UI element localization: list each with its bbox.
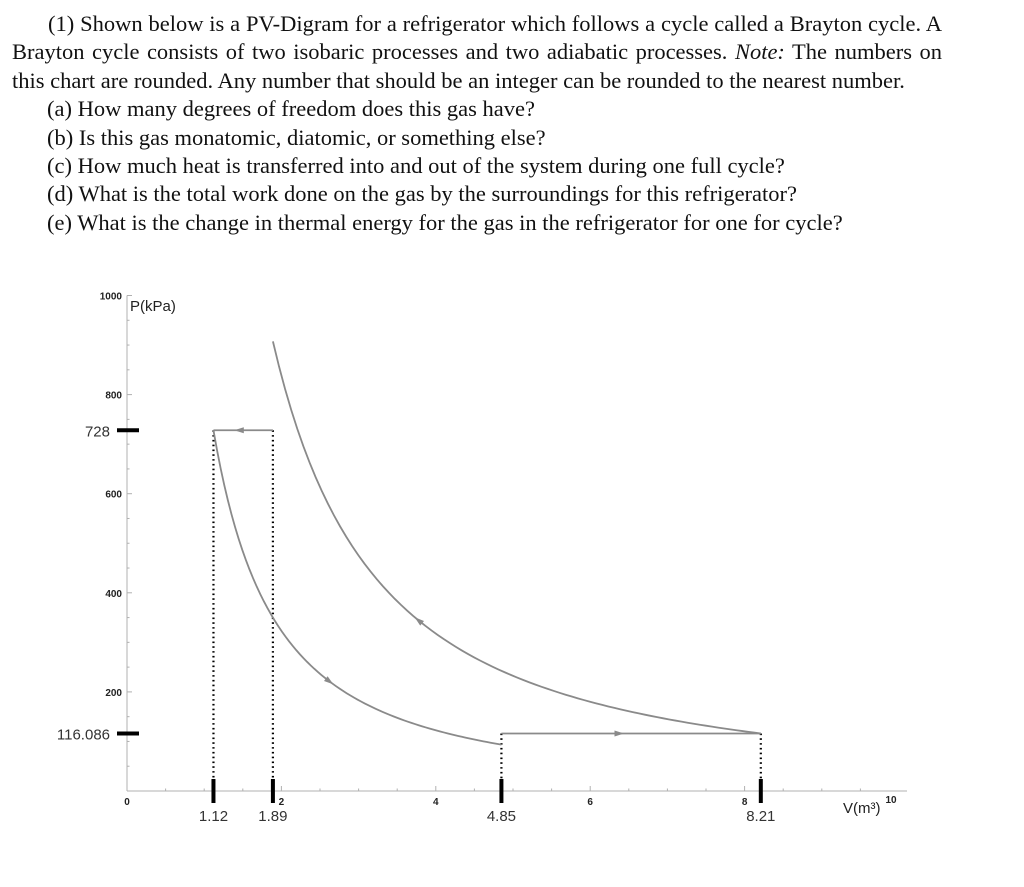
marked-x-label: 8.21 (746, 808, 776, 825)
y-tick-label: 200 (105, 687, 122, 699)
x-axis-label: V(m³) (843, 800, 881, 817)
marked-x-label: 4.85 (486, 808, 517, 825)
marked-y-label: 116.086 (56, 726, 110, 744)
cycle-direction-arrow (615, 731, 625, 737)
x-tick-label: 2 (278, 797, 285, 808)
x-tick-label: 4 (433, 797, 439, 808)
y-tick-label: 400 (105, 588, 122, 600)
cycle-adiabatic-path (273, 341, 761, 733)
question-part-d: (d) What is the total work done on the gas by the surroundings for this refrigerator? (47, 181, 798, 207)
y-tick-label: 800 (105, 390, 122, 402)
question-part-b: (b) Is this gas monatomic, diatomic, or something else? (47, 124, 546, 150)
intro-note-text: The numbers on this chart are rounded. Any number that should be an integer can be rounded to the nearest number. (12, 39, 942, 93)
x-tick-label: 0 (124, 797, 130, 808)
x-tick-label: 10 (885, 795, 897, 806)
question-part-e: (e) What is the change in thermal energy for the gas in the refrigerator for one for cycle? (47, 209, 843, 235)
question-part-c: (c) How much heat is transferred into and out of the system during one full cycle? (47, 153, 785, 179)
note-label: Note: (734, 39, 785, 65)
marked-x-label: 1.12 (198, 808, 229, 825)
x-tick-label: 8 (741, 797, 748, 808)
marked-x-label: 1.89 (258, 808, 288, 825)
question-part-a: (a) How many degrees of freedom does this gas have? (47, 96, 535, 122)
y-tick-label: 600 (105, 489, 122, 501)
cycle-direction-arrow (234, 427, 244, 433)
cycle-adiabatic-path (213, 430, 501, 744)
y-tick-label: 1000 (99, 291, 122, 303)
intro-text: (1) Shown below is a PV-Digram for a refrigerator which follows a cycle called a Brayton cycle. A Brayton cycle consists of two isobaric processes and two adiabatic processes. (12, 11, 942, 65)
y-axis-label: P(kPa) (130, 298, 176, 315)
x-tick-label: 6 (587, 797, 593, 808)
marked-y-label: 728 (84, 423, 110, 441)
